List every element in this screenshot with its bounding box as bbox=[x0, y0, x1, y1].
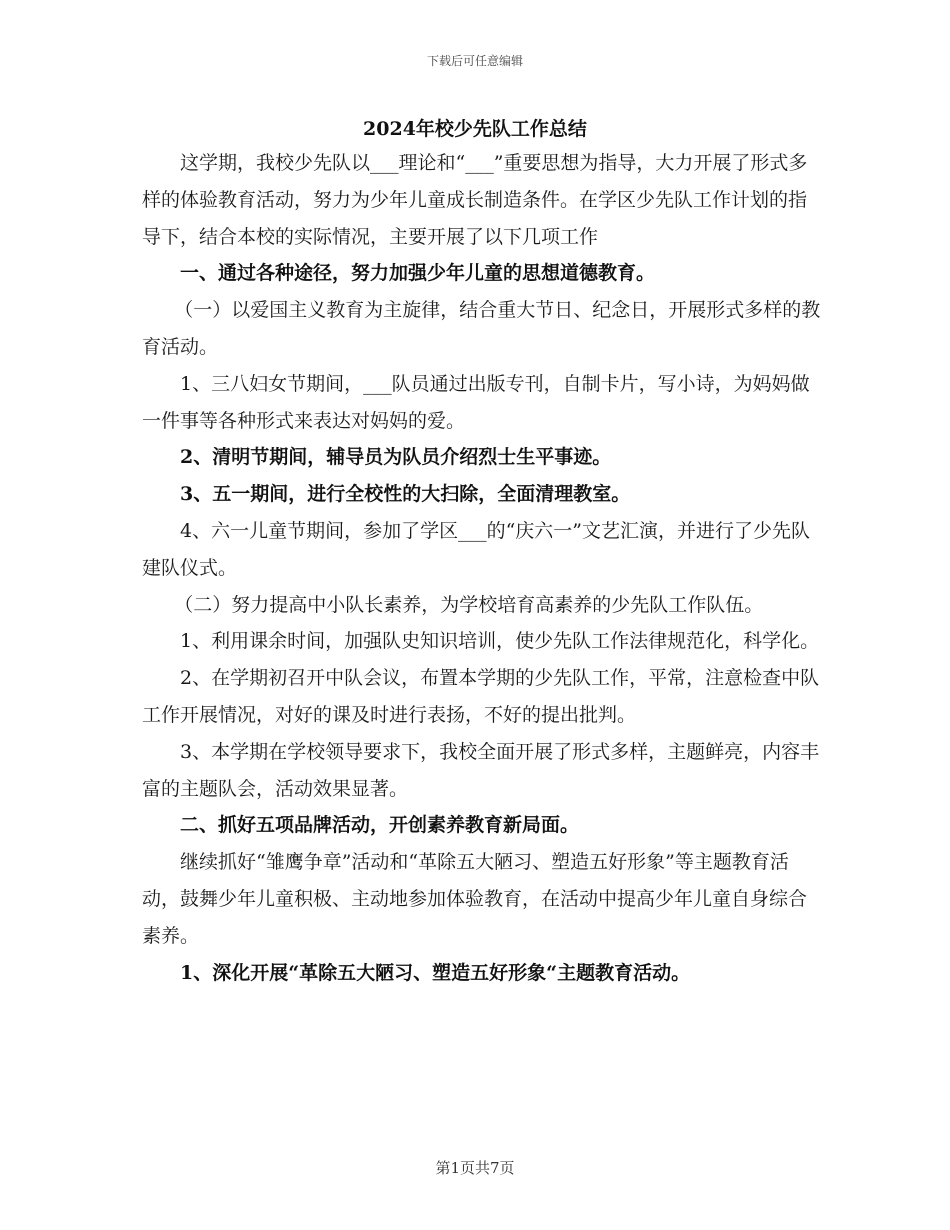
list-item: 2、清明节期间，辅导员为队员介绍烈士生平事迹。 bbox=[180, 446, 612, 469]
page-number: 第1页共7页 bbox=[435, 1159, 515, 1177]
intro-paragraph: 这学期，我校少先队以___理论和“___”重要思想为指导，大力开展了形式多样的体验教育活动，努力为少年儿童成长制造条件。在学区少先队工作计划的指导下，结合本校的实际情况，主要开展了以下几项工作 bbox=[142, 152, 808, 248]
download-note: 下载后可任意编辑 bbox=[426, 54, 523, 68]
subsection-heading-2: （二）努力提高中小队长素养，为学校培育高素养的少先队工作队伍。 bbox=[174, 593, 764, 616]
document-body bbox=[142, 145, 822, 991]
list-item: 2、在学期初召开中队会议，布置本学期的少先队工作，平常，注意检查中队工作开展情况，对好的课及时进行表扬，不好的提出批判。 bbox=[142, 667, 820, 726]
section-heading-2: 二、抓好五项品牌活动，开创素养教育新局面。 bbox=[180, 814, 580, 837]
subsection-heading-1: （一）以爱国主义教育为主旋律，结合重大节日、纪念日，开展形式多样的教育活动。 bbox=[142, 299, 821, 358]
list-item: 1、利用课余时间，加强队史知识培训，使少先队工作法律规范化，科学化。 bbox=[180, 630, 820, 653]
list-item: 3、本学期在学校领导要求下，我校全面开展了形式多样，主题鲜亮，内容丰富的主题队会，活动效果显著。 bbox=[142, 740, 820, 800]
section-heading-1: 一、通过各种途径，努力加强少年儿童的思想道德教育。 bbox=[180, 262, 656, 285]
list-item: 3、五一期间，进行全校性的大扫除，全面清理教室。 bbox=[180, 483, 631, 506]
list-item: 1、深化开展“革除五大陋习、塑造五好形象“主题教育活动。 bbox=[180, 961, 691, 984]
document-title: 2024年校少先队工作总结 bbox=[363, 118, 587, 140]
list-item: 4、六一儿童节期间，参加了学区___的“庆六一”文艺汇演，并进行了少先队建队仪式。 bbox=[142, 519, 811, 579]
body-paragraph: 继续抓好“雏鹰争章”活动和“革除五大陋习、塑造五好形象”等主题教育活动，鼓舞少年儿童积极、主动地参加体验教育，在活动中提高少年儿童自身综合素养。 bbox=[142, 851, 808, 947]
list-item: 1、三八妇女节期间，___队员通过出版专刊，自制卡片，写小诗，为妈妈做一件事等各种形式来表达对妈妈的爱。 bbox=[142, 372, 810, 432]
